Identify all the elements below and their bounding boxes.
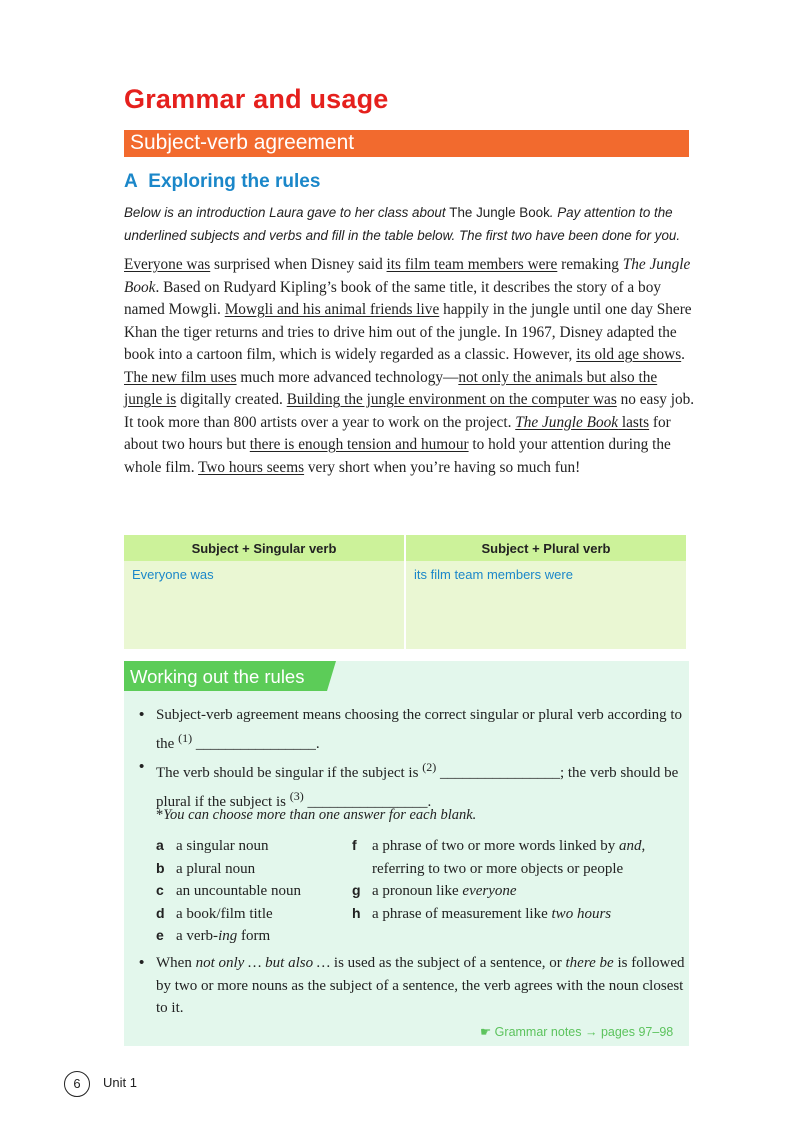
blank-3[interactable]: ________________. bbox=[303, 793, 432, 810]
bullet-icon: • bbox=[139, 954, 145, 971]
rule-3 bbox=[156, 952, 686, 1020]
subsection-title: Exploring the rules bbox=[148, 171, 321, 192]
section-title: Subject-verb agreement bbox=[130, 131, 355, 154]
rule-text: Subject-verb agreement means choosing the correct singular or plural verb according to the bbox=[156, 707, 683, 752]
passage-text: very short when you’re having so much fun! bbox=[304, 458, 581, 476]
note-text: You can choose more than one answer for each blank. bbox=[163, 807, 477, 823]
blank-2[interactable]: ________________; the verb should be plural if the subject is bbox=[156, 765, 679, 810]
underlined-phrase bbox=[515, 414, 649, 431]
bullet-icon: • bbox=[139, 706, 145, 723]
option-text: a plural noun bbox=[176, 860, 256, 877]
option-text: a book/film title bbox=[176, 905, 273, 922]
answer-cell-singular[interactable]: Everyone was bbox=[124, 561, 405, 649]
rule-text-em: there be bbox=[565, 955, 614, 971]
bullet-icon: • bbox=[139, 758, 145, 775]
passage-text: . bbox=[681, 346, 685, 363]
option-text-em: and bbox=[619, 838, 642, 854]
page-title: Grammar and usage bbox=[124, 84, 389, 114]
option-item-continued bbox=[352, 860, 682, 883]
passage-text: to hold your attention during the whole film. bbox=[124, 436, 671, 476]
column-header-singular: Subject + Singular verb bbox=[124, 535, 405, 561]
option-letter: e bbox=[156, 927, 164, 943]
underlined-phrase: its film team members were bbox=[386, 256, 558, 273]
option-item bbox=[156, 927, 346, 950]
underlined-phrase: Building the jungle environment on the computer was bbox=[286, 391, 617, 408]
option-text: a phrase of measurement like bbox=[372, 905, 552, 922]
option-text: an uncountable noun bbox=[176, 883, 301, 899]
option-text: form bbox=[237, 928, 271, 944]
rule-2 bbox=[156, 756, 686, 813]
option-item bbox=[352, 905, 682, 928]
page-number: 6 bbox=[64, 1071, 90, 1097]
option-text: , bbox=[641, 838, 646, 854]
underlined-phrase: Everyone was bbox=[124, 256, 211, 273]
option-letter: f bbox=[352, 837, 357, 853]
subsection-letter: A bbox=[124, 171, 138, 192]
blank-number: (3) bbox=[289, 788, 304, 803]
rule-text: is used as the subject of a sentence, or bbox=[330, 955, 566, 971]
rule-text-em: not only … but also … bbox=[195, 955, 331, 971]
rule-text: When bbox=[156, 955, 196, 971]
option-text-em: everyone bbox=[462, 883, 517, 899]
passage-text: surprised when Disney said bbox=[210, 256, 387, 273]
blank-1[interactable]: ________________. bbox=[192, 735, 320, 752]
option-item bbox=[352, 837, 682, 860]
option-text: a pronoun like bbox=[372, 883, 463, 899]
grammar-notes-link[interactable]: ☛ Grammar notes → pages 97–98 bbox=[480, 1025, 674, 1039]
option-letter: h bbox=[352, 904, 361, 921]
table-row bbox=[124, 561, 686, 649]
option-item bbox=[156, 837, 346, 860]
section-bar bbox=[124, 130, 689, 157]
passage-text: much more advanced technology— bbox=[236, 368, 459, 386]
underlined-phrase: Two hours seems bbox=[198, 458, 305, 476]
option-letter: d bbox=[156, 904, 165, 921]
option-text-em: two hours bbox=[551, 905, 612, 922]
answer-cell-plural[interactable]: its film team members were bbox=[405, 561, 686, 649]
options-right bbox=[352, 837, 682, 927]
book-title: The Jungle Book bbox=[515, 413, 619, 431]
rule-text: The verb should be singular if the subject is bbox=[156, 765, 423, 781]
option-text: a phrase of two or more words linked by bbox=[372, 838, 620, 854]
option-text: referring to two or more objects or people bbox=[372, 860, 624, 877]
subsection-heading bbox=[124, 171, 320, 193]
intro-instructions bbox=[124, 201, 694, 247]
reading-passage bbox=[124, 254, 696, 479]
options-left bbox=[156, 837, 346, 950]
option-letter: b bbox=[156, 859, 165, 876]
option-letter: c bbox=[156, 882, 164, 898]
underlined-phrase: its old age shows bbox=[576, 346, 682, 363]
option-letter: g bbox=[352, 882, 361, 898]
option-text: a singular noun bbox=[176, 838, 269, 854]
intro-book-title: The Jungle Book bbox=[449, 205, 550, 220]
underlined-phrase: The new film uses bbox=[124, 368, 237, 386]
option-letter: a bbox=[156, 837, 164, 853]
option-item bbox=[352, 882, 682, 905]
rule-text: is followed by two or more nouns as the subject of a sentence, the verb agrees with the noun closest to it. bbox=[156, 955, 685, 1016]
rules-heading: Working out the rules bbox=[130, 666, 305, 687]
verb: lasts bbox=[618, 413, 650, 431]
blank-number: (2) bbox=[422, 760, 437, 774]
option-item bbox=[156, 905, 346, 928]
note bbox=[156, 807, 476, 824]
underlined-phrase: not only the animals but also the jungle is bbox=[124, 368, 658, 408]
answer-table bbox=[124, 535, 686, 649]
option-text: a verb- bbox=[176, 928, 219, 944]
underlined-phrase: Mowgli and his animal friends live bbox=[224, 301, 440, 318]
option-item bbox=[156, 882, 346, 905]
unit-label: Unit 1 bbox=[103, 1075, 137, 1090]
note-star: * bbox=[156, 807, 164, 823]
passage-text: no easy job. It took more than 800 artists over a year to work on the project. bbox=[124, 391, 695, 431]
rules-tab-notch bbox=[327, 661, 336, 691]
intro-text: Below is an introduction Laura gave to her class about bbox=[124, 205, 450, 220]
passage-text: for about two hours but bbox=[124, 413, 671, 453]
underlined-phrase: there is enough tension and humour bbox=[249, 436, 469, 453]
passage-text: . Based on Rudyard Kipling’s book of the same title, it describes the story of a boy named Mowgli. bbox=[124, 278, 661, 318]
option-text-em: ing bbox=[218, 928, 238, 944]
passage-text: digitally created. bbox=[176, 391, 287, 408]
column-header-plural: Subject + Plural verb bbox=[405, 535, 686, 561]
intro-text: . Pay attention to the underlined subjects and verbs and fill in the table below. The first two have been done for you. bbox=[124, 205, 681, 243]
book-title: The Jungle Book bbox=[124, 256, 691, 296]
passage-text: happily in the jungle until one day Shere Khan the tiger returns and tries to drive him out of the jungle. In 1967, Disney adapted the book into a cartoon film, which is widely regarded as a classic. However, bbox=[124, 301, 692, 363]
passage-text: remaking bbox=[557, 256, 623, 273]
blank-number: (1) bbox=[178, 730, 193, 745]
option-item bbox=[156, 860, 346, 883]
rule-1 bbox=[156, 704, 686, 755]
